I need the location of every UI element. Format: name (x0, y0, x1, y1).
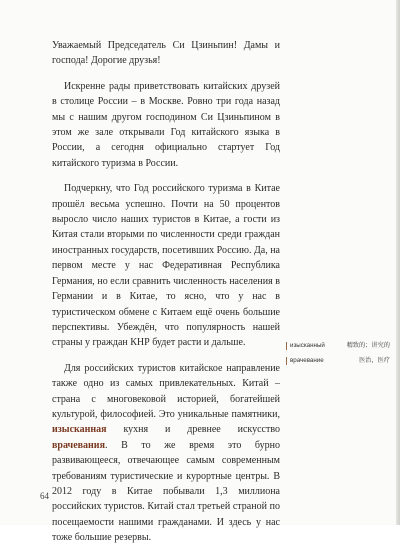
glossary-word: врачевание (290, 357, 324, 364)
glossary-entry (286, 342, 390, 350)
vocab-term-vrachevaniya: врачевания (52, 439, 105, 451)
main-text (52, 38, 280, 556)
paragraph-text-middle: кухня и древнее искусство (123, 424, 281, 436)
vocab-term-izyskannaya: изысканная (52, 424, 107, 436)
page-number: 64 (40, 491, 49, 501)
paragraph-greeting: Уважаемый Председатель Си Цзиньпин! Дамы и господа! Дорогие друзья! (52, 40, 280, 67)
page-edge (396, 0, 400, 525)
paragraph-tourism-year: Подчеркну, что Год российского туризма в Китае прошёл весьма успешно. Почти на 50 процентов выросло число наших туристов в Китае, а гости из Китая стали вторыми по численности среди граждан иностранных государств, посетивших Россию. Да, на первом месте у нас Федеративная Республика Германия, но если сравнить численность населения в Германии и в Китае, то ясно, что у нас в туристическом обмене с Китаем ещё очень большие перспективы. Убеждён, что популярность нашей страны у граждан КНР будет расти и дальше. (52, 183, 280, 349)
glossary-word: изысканный (290, 342, 325, 349)
paragraph-text-before: Для российских туристов китайское направление также одно из самых привлекательных. Китай – страна с многовековой историей, богатейшей культурой, философией. Это уникальные памятники, (52, 362, 280, 420)
glossary-bar (286, 357, 287, 365)
glossary-translation: 医治，医疗 (359, 357, 390, 364)
glossary-entry (286, 357, 390, 365)
glossary-bar (286, 342, 287, 350)
paragraph-welcome: Искренне рады приветствовать китайских друзей в столице России – в Москве. Ровно три года назад мы с нашим другом господином Си Цзиньпином в этом же зале открывали Год китайского языка в России, а сегодня официально стартует Год китайского туризма в России. (52, 80, 280, 169)
paragraph-text-after: . В то же время это бурно развивающееся, отвечающее самым современным требованиям туристические и курортные центры. В 2012 году в Китае побывали 1,3 миллиона российских туристов. Китай стал третьей страной по посещаемости нашими гражданами. И здесь у нас тоже большие резервы. (52, 439, 280, 544)
glossary-translation: 精致的；讲究的 (346, 342, 390, 349)
paragraph-destination (52, 361, 280, 546)
